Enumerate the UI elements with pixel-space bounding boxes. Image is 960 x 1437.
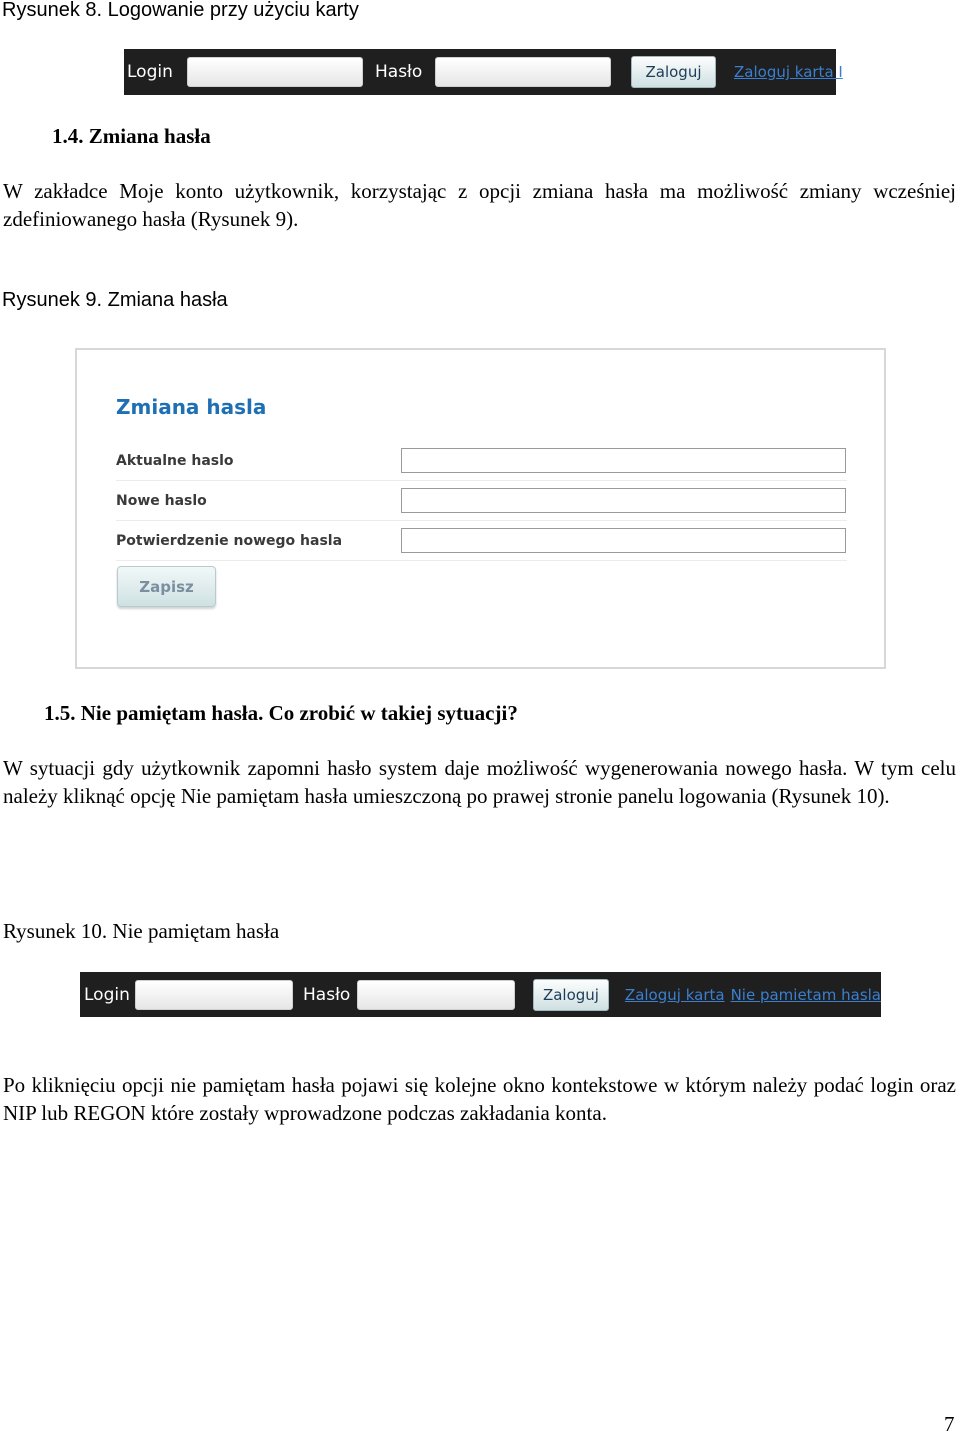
password-form — [116, 441, 847, 561]
save-button[interactable]: Zapisz — [117, 566, 216, 607]
new-password-input[interactable] — [401, 488, 846, 513]
section-1-4-paragraph: W zakładce Moje konto użytkownik, korzystając z opcji zmiana hasła ma możliwość zmiany wcześniej zdefiniowanego hasła (Rysunek 9). — [3, 179, 956, 231]
current-password-label: Aktualne haslo — [116, 452, 234, 469]
confirm-password-row — [116, 521, 847, 561]
login-button[interactable]: Zaloguj — [533, 979, 609, 1011]
confirm-password-input[interactable] — [401, 528, 846, 553]
section-heading-1-4: 1.4. Zmiana hasła — [52, 124, 211, 148]
login-bar-forgot — [80, 972, 881, 1017]
card-login-link[interactable]: Zaloguj karta — [624, 985, 725, 1004]
password-label: Hasło — [303, 984, 351, 1005]
login-button[interactable]: Zaloguj — [631, 56, 716, 88]
login-label: Login — [84, 984, 130, 1005]
figure-9-caption: Rysunek 9. Zmiana hasła — [2, 289, 228, 311]
new-password-label: Nowe haslo — [116, 492, 207, 509]
change-password-panel — [75, 348, 886, 669]
current-password-input[interactable] — [401, 448, 846, 473]
new-password-row — [116, 481, 847, 521]
figure-8-caption: Rysunek 8. Logowanie przy użyciu karty — [2, 0, 359, 21]
password-input[interactable] — [435, 57, 611, 87]
figure-10-caption: Rysunek 10. Nie pamiętam hasła — [3, 919, 280, 943]
section-heading-1-5: 1.5. Nie pamiętam hasła. Co zrobić w takiej sytuacji? — [44, 701, 518, 725]
login-bar-card — [124, 49, 843, 95]
login-label: Login — [127, 62, 173, 82]
card-login-link[interactable]: Zaloguj karta I — [734, 63, 843, 81]
login-input[interactable] — [135, 980, 293, 1010]
password-input[interactable] — [357, 980, 515, 1010]
confirm-password-label: Potwierdzenie nowego hasla — [116, 532, 343, 549]
forgot-password-link[interactable]: Nie pamietam hasla — [730, 985, 881, 1004]
closing-paragraph: Po kliknięciu opcji nie pamiętam hasła pojawi się kolejne okno kontekstowe w którym należy podać login oraz NIP lub REGON które zostały wprowadzone podczas zakładania konta. — [3, 1073, 956, 1125]
password-label: Hasło — [375, 62, 423, 82]
current-password-row — [116, 441, 847, 481]
section-1-5-paragraph: W sytuacji gdy użytkownik zapomni hasło system daje możliwość wygenerowania nowego hasła. W tym celu należy kliknąć opcję Nie pamiętam hasła umieszczoną po prawej stronie panelu logowania (Rysunek 10). — [3, 756, 956, 808]
panel-title: Zmiana hasla — [116, 395, 267, 419]
page-number: 7 — [944, 1412, 955, 1436]
login-input[interactable] — [187, 57, 363, 87]
